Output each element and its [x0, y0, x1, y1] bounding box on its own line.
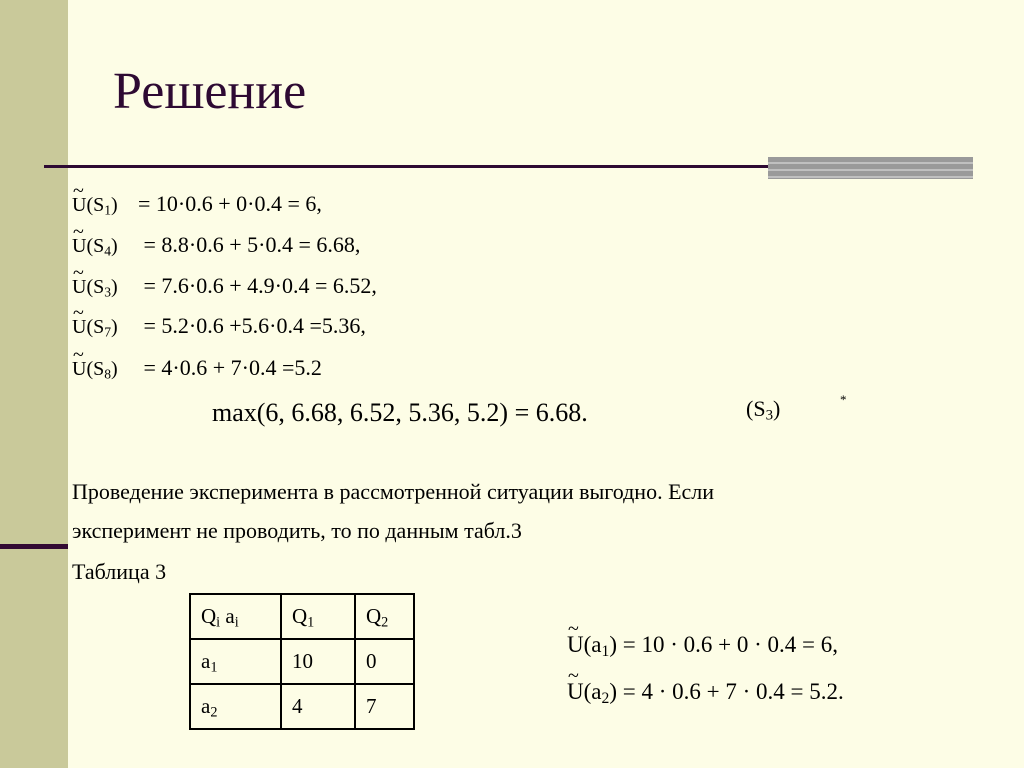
- equation-s8: ~ $U(S_8) = 4\cdot 0.6 + 7\cdot 0.4 =5.2$: [72, 357, 322, 379]
- equation-s4: ~ $U(S_4) = 8.8\cdot 0.6 + 5\cdot 0.4 = 6.68$,: [72, 234, 360, 256]
- data-table: [189, 593, 415, 730]
- sidebar-band: [0, 0, 68, 768]
- table-header-cell: $Q_2$: [355, 594, 414, 639]
- equation-s3: ~ $U(S_3) = 7.6\cdot 0.6 + 4.9\cdot 0.4 = 6.52$,: [72, 275, 377, 297]
- equation-s7: ~ $U(S_7) = 5.2\cdot 0.6 +5.6\cdot 0.4 =5.36$,: [72, 315, 366, 337]
- table-cell: $a_1$: [190, 639, 281, 684]
- paragraph-line-2: эксперимент не проводить, то по данным табл.3: [72, 518, 522, 543]
- paragraph-line-1: Проведение эксперимента в рассмотренной ситуации выгодно. Если: [72, 479, 715, 504]
- table-header-cell: $Q_i$ $a_i$: [190, 594, 281, 639]
- table-cell: 0: [355, 639, 414, 684]
- table-row: [190, 639, 414, 684]
- table-caption: Таблица 3: [72, 559, 167, 584]
- table-cell: 4: [281, 684, 355, 729]
- table-row: [190, 684, 414, 729]
- table-header-row: [190, 594, 414, 639]
- star-mark: *: [840, 392, 847, 407]
- equation-a1: ~ $U(a_1) = 10 \cdot 0.6 + 0 \cdot 0.4 = 6$,: [567, 633, 838, 656]
- sidebar-notch: [0, 544, 68, 549]
- max-expression: max(6, 6.68, 6.52, 5.36, 5.2) = 6.68.: [212, 398, 588, 427]
- title-divider-accent: [768, 157, 973, 179]
- optimal-strategy: $(S_3)$: [746, 396, 781, 424]
- table-header-cell: $Q_1$: [281, 594, 355, 639]
- table-cell: 10: [281, 639, 355, 684]
- table-cell: $a_2$: [190, 684, 281, 729]
- slide-title: Решение: [113, 63, 307, 120]
- equation-s1: ~ $U(S_1) = 10\cdot 0.6 + 0\cdot 0.4 = 6$,: [72, 193, 322, 215]
- equation-a2: ~ $U(a_2) = 4 \cdot 0.6 + 7 \cdot 0.4 = 5.2$.: [567, 680, 844, 703]
- table-cell: 7: [355, 684, 414, 729]
- title-divider: [44, 165, 770, 168]
